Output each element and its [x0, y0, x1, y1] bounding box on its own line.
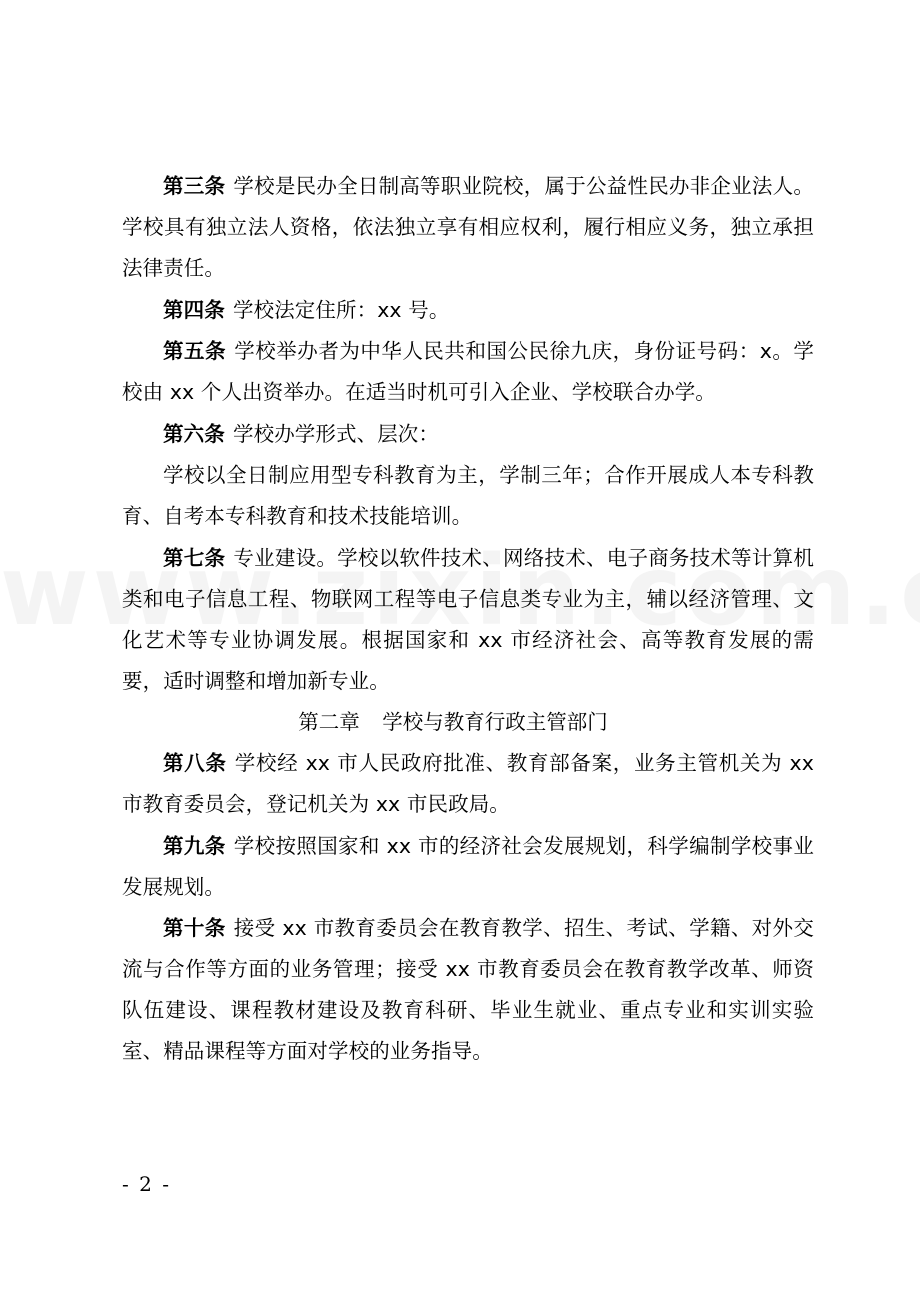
article-text: 学校法定住所：xx 号。	[233, 297, 450, 322]
article-text: 接受 xx 市教育委员会在教育教学、招生、考试、学籍、对外交流与合作等方面的业务管理；接受 xx 市教育委员会在教育教学改革、师资队伍建设、课程教材建设及教育科研、毕业生就业、重点专业和实训实验室、精品课程等方面对学校的业务指导。	[122, 916, 814, 1063]
article-number: 第六条	[163, 421, 225, 446]
article-7	[122, 538, 814, 702]
article-5	[122, 331, 814, 413]
page-number: - 2 -	[122, 1172, 171, 1196]
article-10	[122, 908, 814, 1072]
article-text: 学校是民办全日制高等职业院校，属于公益性民办非企业法人。学校具有独立法人资格，依法独立享有相应权利，履行相应义务，独立承担法律责任。	[122, 174, 814, 280]
article-number: 第三条	[163, 174, 226, 198]
article-text: 学校按照国家和 xx 市的经济社会发展规划，科学编制学校事业发展规划。	[122, 833, 814, 899]
chapter-heading	[122, 702, 814, 743]
article-number: 第四条	[163, 297, 225, 322]
article-number: 第五条	[163, 339, 227, 363]
article-3	[122, 166, 814, 289]
article-9	[122, 826, 814, 908]
article-text: 学校以全日制应用型专科教育为主，学制三年；合作开展成人本专科教育、自考本专科教育和技术技能培训。	[122, 463, 814, 528]
article-8	[122, 743, 814, 825]
article-text: 学校经 xx 市人民政府批准、教育部备案，业务主管机关为 xx 市教育委员会，登记机关为 xx 市民政局。	[122, 751, 814, 816]
article-text: 专业建设。学校以软件技术、网络技术、电子商务技术等计算机类和电子信息工程、物联网工程等电子信息类专业为主，辅以经济管理、文化艺术等专业协调发展。根据国家和 xx 市经济社会、高等教育发展的需要，适时调整和增加新专业。	[122, 545, 814, 693]
article-4	[122, 290, 814, 331]
article-number: 第七条	[163, 545, 226, 570]
article-6	[122, 414, 814, 455]
article-text: 学校办学形式、层次：	[233, 421, 439, 446]
document-body	[122, 166, 814, 1073]
article-text: 学校举办者为中华人民共和国公民徐九庆，身份证号码：x。学校由 xx 个人出资举办。在适当时机可引入企业、学校联合办学。	[122, 339, 814, 404]
article-number: 第八条	[163, 751, 227, 775]
article-6-detail	[122, 455, 814, 537]
article-number: 第九条	[163, 833, 226, 858]
chapter-title: 学校与教育行政主管部门	[382, 710, 608, 734]
chapter-number: 第二章	[298, 710, 360, 734]
article-number: 第十条	[163, 916, 226, 940]
